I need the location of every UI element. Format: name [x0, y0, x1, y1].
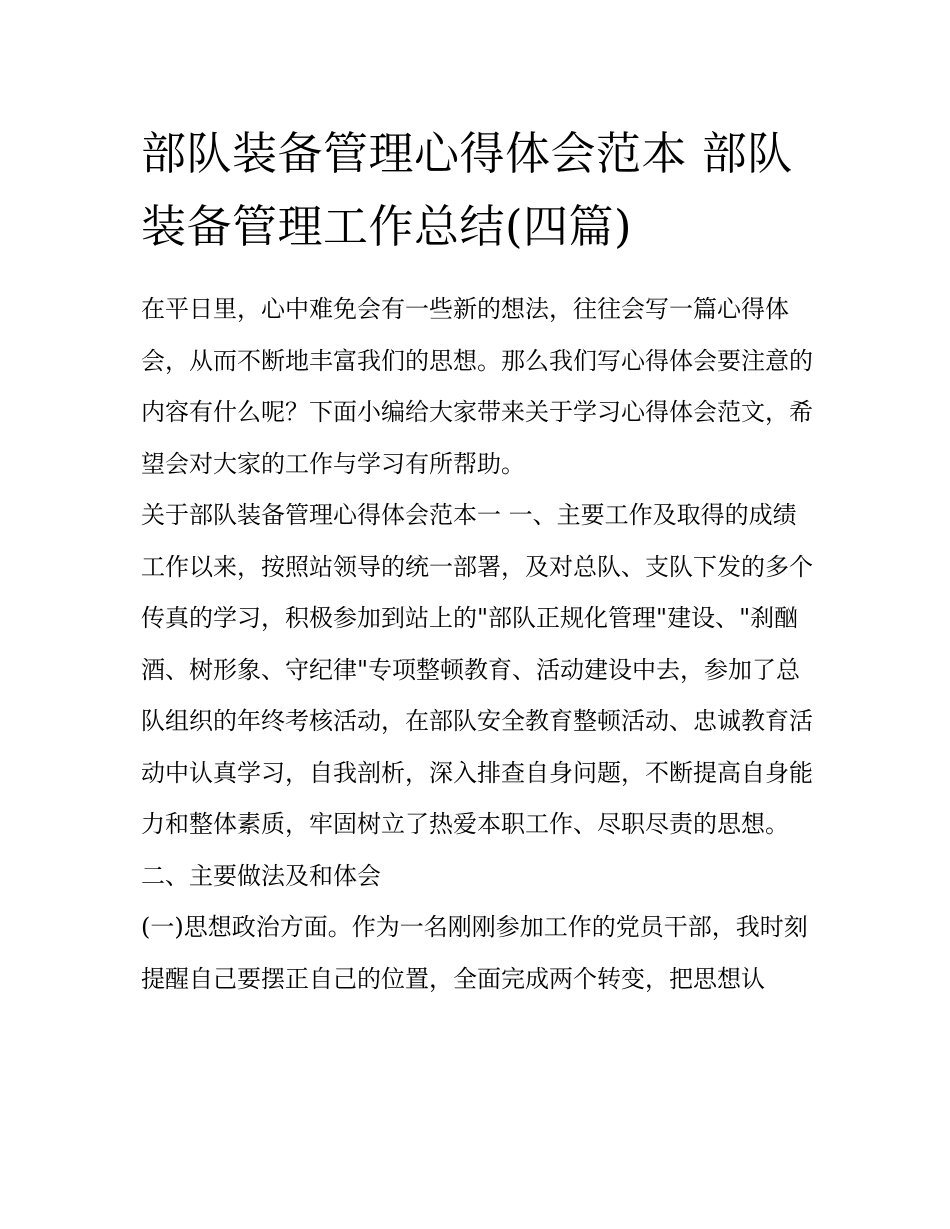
political-thought-paragraph: (一)思想政治方面。作为一名刚刚参加工作的党员干部，我时刻提醒自己要摆正自己的位置，全面完成两个转变，把思想认: [141, 913, 808, 993]
document-body: [141, 284, 813, 1005]
section-one-heading: 关于部队装备管理心得体会范本一 一、主要工作及取得的成绩: [141, 501, 797, 529]
work-summary-paragraph: 工作以来，按照站领导的统一部署，及对总队、支队下发的多个传真的学习，积极参加到站上的"部队正规化管理"建设、"刹酗酒、树形象、守纪律"专项整顿教育、活动建设中去，参加了总队组织的年终考核活动，在部队安全教育整顿活动、忠诚教育活动中认真学习，自我剖析，深入排查自身问题，不断提高自身能力和整体素质，牢固树立了热爱本职工作、尽职尽责的思想。: [141, 552, 813, 838]
document-title: 部队装备管理心得体会范本 部队装备管理工作总结(四篇): [141, 127, 793, 253]
section-two-heading: 二、主要做法及和体会: [141, 861, 381, 890]
intro-paragraph: 在平日里，心中难免会有一些新的想法，往往会写一篇心得体会，从而不断地丰富我们的思想。那么我们写心得体会要注意的内容有什么呢？下面小编给大家带来关于学习心得体会范文，希望会对大家的工作与学习有所帮助。: [141, 295, 813, 478]
